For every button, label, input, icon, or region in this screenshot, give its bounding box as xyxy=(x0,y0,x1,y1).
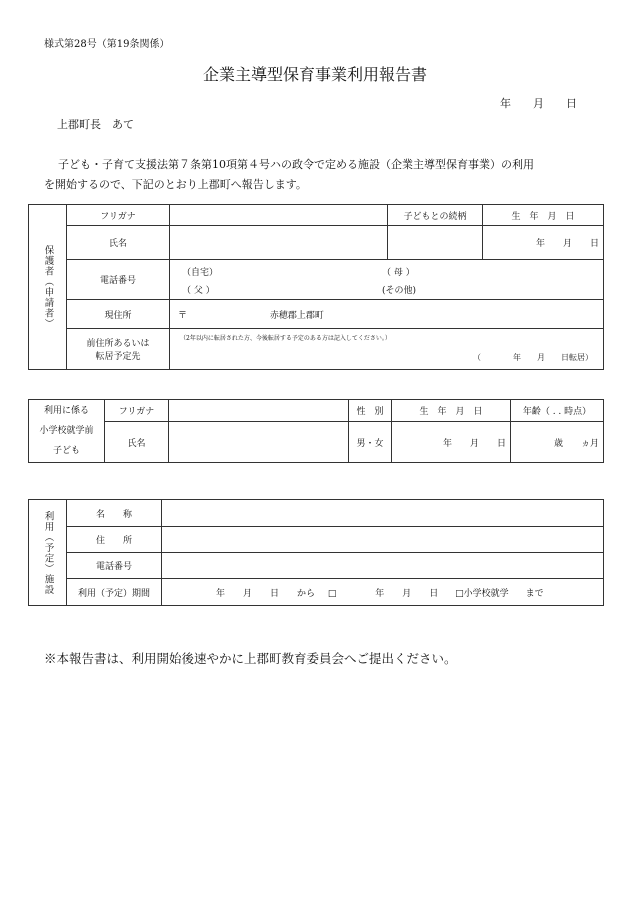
guardian-furigana-field[interactable] xyxy=(170,205,388,226)
prev-address-field[interactable] xyxy=(170,329,604,370)
footer-note: ※本報告書は、利用開始後速やかに上郡町教育委員会へご提出ください。 xyxy=(44,651,457,666)
address-prefix: 赤穂郡上郡町 xyxy=(269,310,324,321)
addressee: 上郡町長 あて xyxy=(57,118,134,131)
guardian-name-label: 氏名 xyxy=(67,226,170,260)
relation-field[interactable] xyxy=(388,226,483,260)
guardian-section-label: 保護者（申請者） xyxy=(29,205,67,370)
child-birth-value[interactable]: 年 月 日 xyxy=(392,422,511,463)
intro-line-2: を開始するので、下記のとおり上郡町へ報告します。 xyxy=(44,178,307,191)
guardian-birth-value[interactable]: 年 月 日 xyxy=(483,226,604,260)
form-number: 様式第28号（第19条関係） xyxy=(44,39,170,50)
phone-home: （自宅） xyxy=(182,267,219,278)
facility-name-label: 名 称 xyxy=(67,500,162,527)
facility-name-field[interactable] xyxy=(162,500,604,527)
facility-address-label: 住 所 xyxy=(67,527,162,553)
period-end: 年 月 日 xyxy=(375,588,439,599)
phone-label: 電話番号 xyxy=(67,260,170,300)
period-start: 年 月 日 から xyxy=(216,588,316,599)
child-name-label: 氏名 xyxy=(105,422,169,463)
until-label: まで xyxy=(525,588,544,599)
facility-section-label: 利用（予定）施設 xyxy=(29,500,67,606)
child-name-field[interactable] xyxy=(169,422,349,463)
phone-other: (その他) xyxy=(382,285,417,296)
date-line: 年 月 日 xyxy=(500,97,577,110)
age-value[interactable]: 歳 ヵ月 xyxy=(511,422,604,463)
guardian-birth-label: 生 年 月 日 xyxy=(483,205,604,226)
intro-line-1: 子ども・子育て支援法第７条第10項第４号ハの政令で定める施設（企業主導型保育事業）の利用 xyxy=(58,158,534,171)
address-label: 現住所 xyxy=(67,300,170,329)
phone-mother: （ 母 ） xyxy=(382,267,415,278)
guardian-furigana-label: フリガナ xyxy=(67,205,170,226)
period-label: 利用（予定）期間 xyxy=(67,579,162,606)
child-section-label: 利用に係る 小学校就学前 子ども xyxy=(29,400,105,463)
phone-father: （ 父 ） xyxy=(182,285,215,296)
prev-address-note: （2年以内に転居された方、今後転居する予定のある方は記入してください。） xyxy=(180,334,391,342)
child-table xyxy=(28,399,604,463)
page-title: 企業主導型保育事業利用報告書 xyxy=(202,65,427,84)
child-birth-label: 生 年 月 日 xyxy=(392,400,511,422)
checkbox-date[interactable]: □ xyxy=(327,588,337,599)
child-furigana-label: フリガナ xyxy=(105,400,169,422)
gender-value[interactable]: 男・女 xyxy=(349,422,392,463)
facility-address-field[interactable] xyxy=(162,527,604,553)
postal-mark: 〒 xyxy=(178,310,188,321)
facility-phone-field[interactable] xyxy=(162,553,604,579)
relation-label: 子どもとの続柄 xyxy=(388,205,483,226)
phone-field[interactable] xyxy=(170,260,604,300)
gender-label: 性 別 xyxy=(349,400,392,422)
address-field[interactable] xyxy=(170,300,604,329)
period-field[interactable] xyxy=(162,579,604,606)
child-furigana-field[interactable] xyxy=(169,400,349,422)
prev-address-label: 前住所あるいは 転居予定先 xyxy=(67,329,170,370)
guardian-table xyxy=(28,204,604,370)
facility-table xyxy=(28,499,604,606)
age-label: 年齢（ . . 時点） xyxy=(511,400,604,422)
prev-address-date: （ 年 月 日転居） xyxy=(473,352,593,362)
facility-phone-label: 電話番号 xyxy=(67,553,162,579)
guardian-name-field[interactable] xyxy=(170,226,388,260)
checkbox-school-entry[interactable]: □小学校就学 xyxy=(455,588,509,599)
